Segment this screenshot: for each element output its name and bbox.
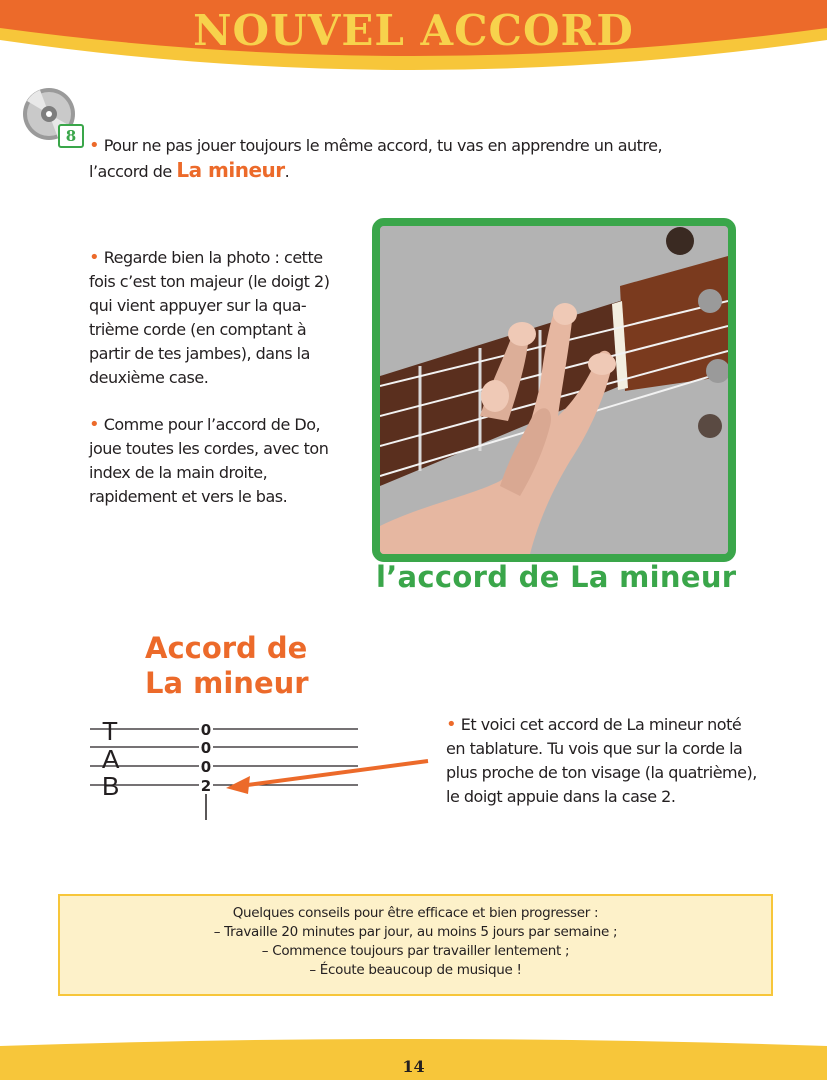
tab-explanation-line: en tablature. Tu vois que sur la corde la <box>446 739 743 758</box>
instruction-line: deuxième case. <box>89 368 209 387</box>
tab-fret-2: 0 <box>200 739 212 757</box>
instruction-line: index de la main droite, <box>89 463 268 482</box>
page-number: 14 <box>402 1057 425 1076</box>
bullet: • <box>89 414 100 435</box>
tips-box <box>58 894 773 996</box>
track-number-badge: 8 <box>58 124 84 148</box>
arrow-shaft <box>240 761 428 786</box>
instruction-paragraph-1 <box>89 246 359 390</box>
tab-explanation-line: le doigt appuie dans la case 2. <box>446 787 676 806</box>
intro-paragraph <box>89 134 689 184</box>
instruction-line: rapidement et vers le bas. <box>89 487 288 506</box>
instruction-line: trième corde (en comptant à <box>89 320 307 339</box>
chord-name-highlight: La mineur <box>176 158 285 182</box>
tab-fret-4: 2 <box>200 777 212 795</box>
tab-explanation-line: plus proche de ton visage (la quatrième), <box>446 763 757 782</box>
tip-item: – Travaille 20 minutes par jour, au moins 5 jours par semaine ; <box>213 924 618 940</box>
tab-letter-a: A <box>102 744 120 774</box>
instruction-line: partir de tes jambes), dans la <box>89 344 310 363</box>
instruction-line: Regarde bien la photo : cette <box>103 248 323 267</box>
intro-period: . <box>284 162 290 181</box>
intro-text: Pour ne pas jouer toujours le même accord, tu vas en apprendre un autre, <box>103 136 663 155</box>
tip-item: – Écoute beaucoup de musique ! <box>309 962 522 978</box>
bullet: • <box>89 247 100 268</box>
tab-fret-1: 0 <box>200 721 212 739</box>
instruction-line: joue toutes les cordes, avec ton <box>89 439 329 458</box>
ukulele-hand-illustration <box>380 226 728 554</box>
tab-fret-3: 0 <box>200 758 212 776</box>
tab-explanation <box>446 713 806 809</box>
chord-photo <box>372 218 736 562</box>
instruction-line: qui vient appuyer sur la qua- <box>89 296 307 315</box>
chord-title-line-2: La mineur <box>145 666 309 700</box>
bullet: • <box>89 135 100 156</box>
tab-explanation-line: Et voici cet accord de La mineur noté <box>460 715 742 734</box>
instruction-line: fois c’est ton majeur (le doigt 2) <box>89 272 330 291</box>
bullet: • <box>446 714 457 735</box>
tips-heading: Quelques conseils pour être efficace et bien progresser : <box>232 905 599 921</box>
tab-letter-b: B <box>102 771 120 801</box>
page-title: NOUVEL ACCORD <box>193 6 634 55</box>
tablature <box>90 714 430 824</box>
instruction-paragraph-2 <box>89 413 359 509</box>
instruction-line: Comme pour l’accord de Do, <box>103 415 321 434</box>
intro-text-2: l’accord de <box>89 162 177 181</box>
photo-caption: l’accord de La mineur <box>376 560 737 594</box>
chord-title-line-1: Accord de <box>145 631 308 665</box>
chord-section-title <box>145 631 309 701</box>
tip-item: – Commence toujours par travailler lentement ; <box>261 943 570 959</box>
tab-letter-t: T <box>102 716 118 746</box>
